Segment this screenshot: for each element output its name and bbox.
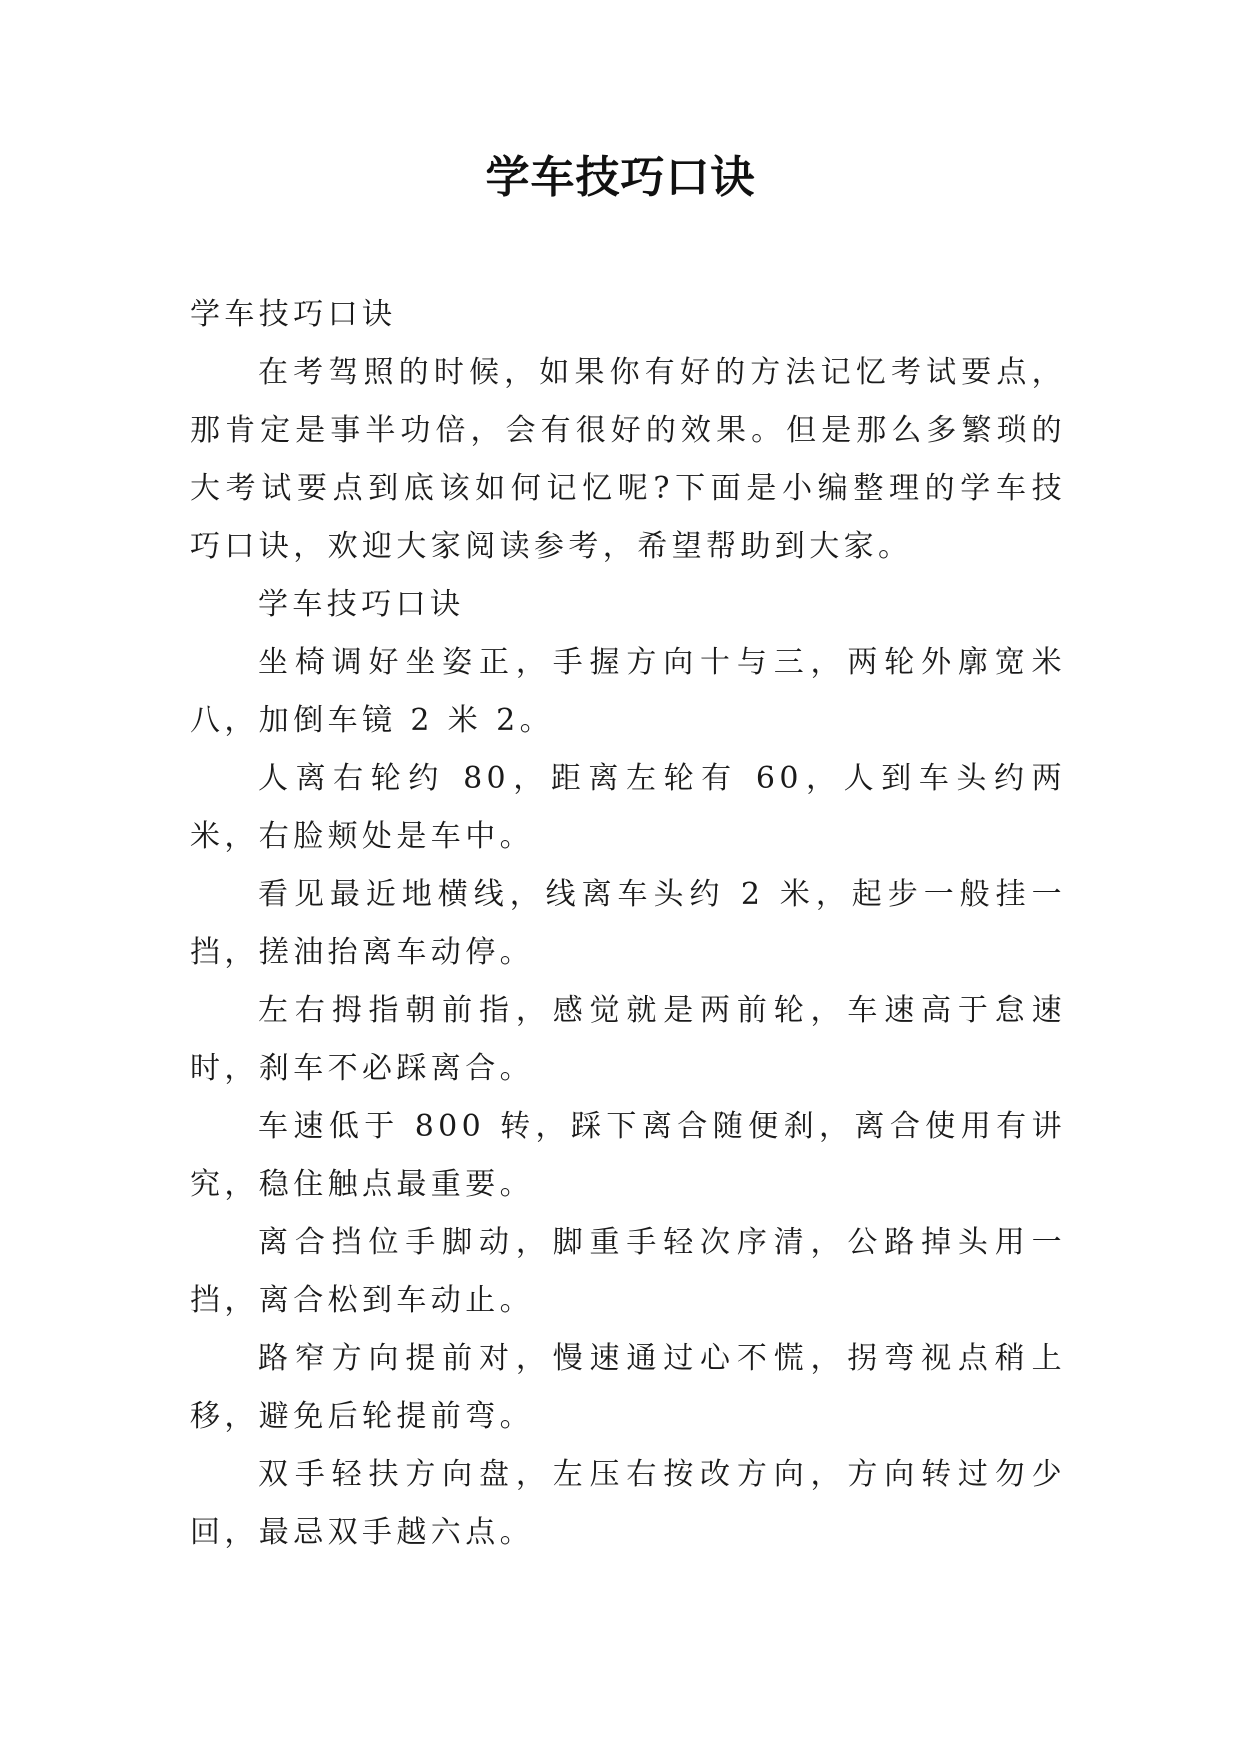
document-body bbox=[190, 286, 1066, 1562]
section-heading: 学车技巧口诀 bbox=[258, 587, 465, 622]
verse-paragraph: 车速低于 800 转，踩下离合随便刹，离合使用有讲究，稳住触点最重要。 bbox=[190, 1109, 1066, 1202]
verse-paragraph: 看见最近地横线，线离车头约 2 米，起步一般挂一挡，搓油抬离车动停。 bbox=[190, 877, 1066, 970]
verse-paragraph: 人离右轮约 80，距离左轮有 60，人到车头约两米，右脸颊处是车中。 bbox=[190, 761, 1066, 854]
verse-paragraph: 离合挡位手脚动，脚重手轻次序清，公路掉头用一挡，离合松到车动止。 bbox=[190, 1225, 1066, 1318]
document-subtitle: 学车技巧口诀 bbox=[190, 297, 397, 332]
verse-paragraph: 坐椅调好坐姿正，手握方向十与三，两轮外廓宽米八，加倒车镜 2 米 2。 bbox=[190, 645, 1066, 738]
verse-paragraph: 路窄方向提前对，慢速通过心不慌，拐弯视点稍上移，避免后轮提前弯。 bbox=[190, 1341, 1066, 1434]
document-title: 学车技巧口诀 bbox=[485, 152, 756, 203]
intro-paragraph: 在考驾照的时候，如果你有好的方法记忆考试要点，那肯定是事半功倍，会有很好的效果。但是那么多繁琐的大考试要点到底该如何记忆呢?下面是小编整理的学车技巧口诀，欢迎大家阅读参考，希望帮助到大家。 bbox=[190, 355, 1066, 564]
verse-paragraph: 左右拇指朝前指，感觉就是两前轮，车速高于怠速时，刹车不必踩离合。 bbox=[190, 993, 1066, 1086]
verse-paragraph: 双手轻扶方向盘，左压右按改方向，方向转过勿少回，最忌双手越六点。 bbox=[190, 1457, 1066, 1550]
